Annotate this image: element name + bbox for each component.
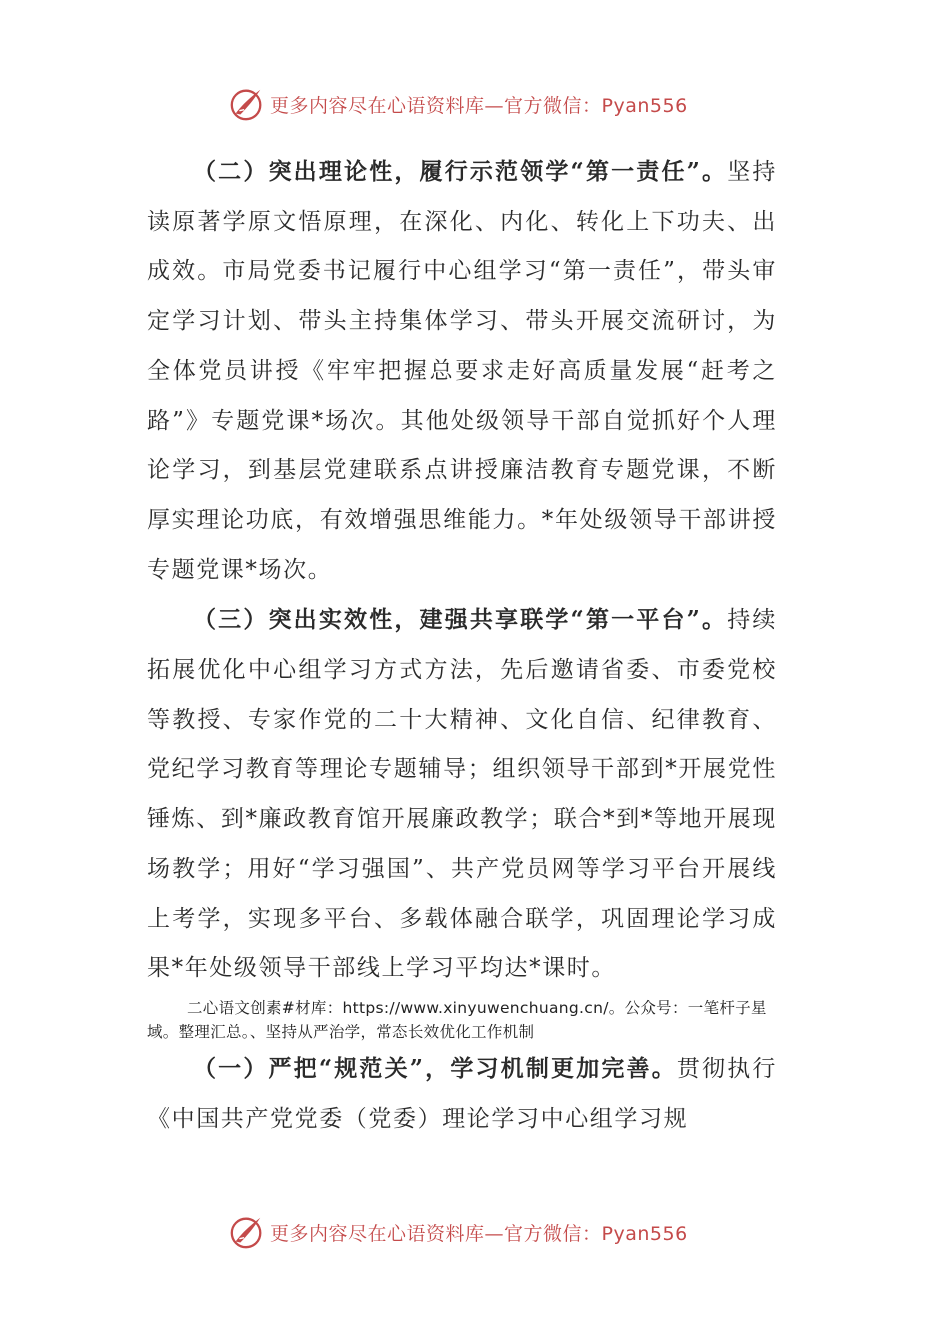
quill-logo-icon [228,1213,266,1251]
paragraph [147,595,777,994]
source-note: 二心语文创素#材库：https://www.xinyuwenchuang.cn/。公众号：一笔杆子星域。整理汇总。、坚持从严治学，常态长效优化工作机制 [147,998,767,1041]
watermark-text: 更多内容尽在心语资料库—官方微信：Pyan556 [270,1222,688,1245]
paragraph-text: 贯彻执行《中国共产党党委（党委）理论学习中心组学习规 [147,1055,777,1132]
source-url: https://www.xinyuwenchuang.cn/ [342,998,609,1017]
paragraph-text: 坚持读原著学原文悟原理，在深化、内化、转化上下功夫、出成效。市局党委书记履行中心组学习“第一责任”，带头审定学习计划、带头主持集体学习、带头开展交流研讨，为全体党员讲授《牢牢把握总要求走好高质量发展“赶考之路”》专题党课*场次。其他处级领导干部自觉抓好个人理论学习，到基层党建联系点讲授廉洁教育专题党课，不断厚实理论功底，有效增强思维能力。*年处级领导干部讲授专题党课*场次。 [147,159,777,583]
document-body [147,147,777,1144]
header-watermark [228,84,688,124]
quill-logo-icon [228,85,266,123]
paragraph-heading: （一）严把“规范关”，学习机制更加完善。 [193,1054,677,1082]
paragraph [147,1044,777,1144]
paragraph-text: 持续拓展优化中心组学习方式方法，先后邀请省委、市委党校等教授、专家作党的二十大精神、文化自信、纪律教育、党纪学习教育等理论专题辅导；组织领导干部到*开展党性锤炼、到*廉政教育馆开展廉政教学；联合*到*等地开展现场教学；用好“学习强国”、共产党员网等学习平台开展线上考学，实现多平台、多载体融合联学，巩固理论学习成果*年处级领导干部线上学习平均达*课时。 [147,607,777,982]
footer-watermark [228,1212,688,1252]
watermark-text: 更多内容尽在心语资料库—官方微信：Pyan556 [270,94,688,117]
paragraph-heading: （二）突出理论性，履行示范领学“第一责任”。 [193,158,728,185]
paragraph-heading: （三）突出实效性，建强共享联学“第一平台”。 [193,606,728,634]
paragraph [147,147,777,595]
